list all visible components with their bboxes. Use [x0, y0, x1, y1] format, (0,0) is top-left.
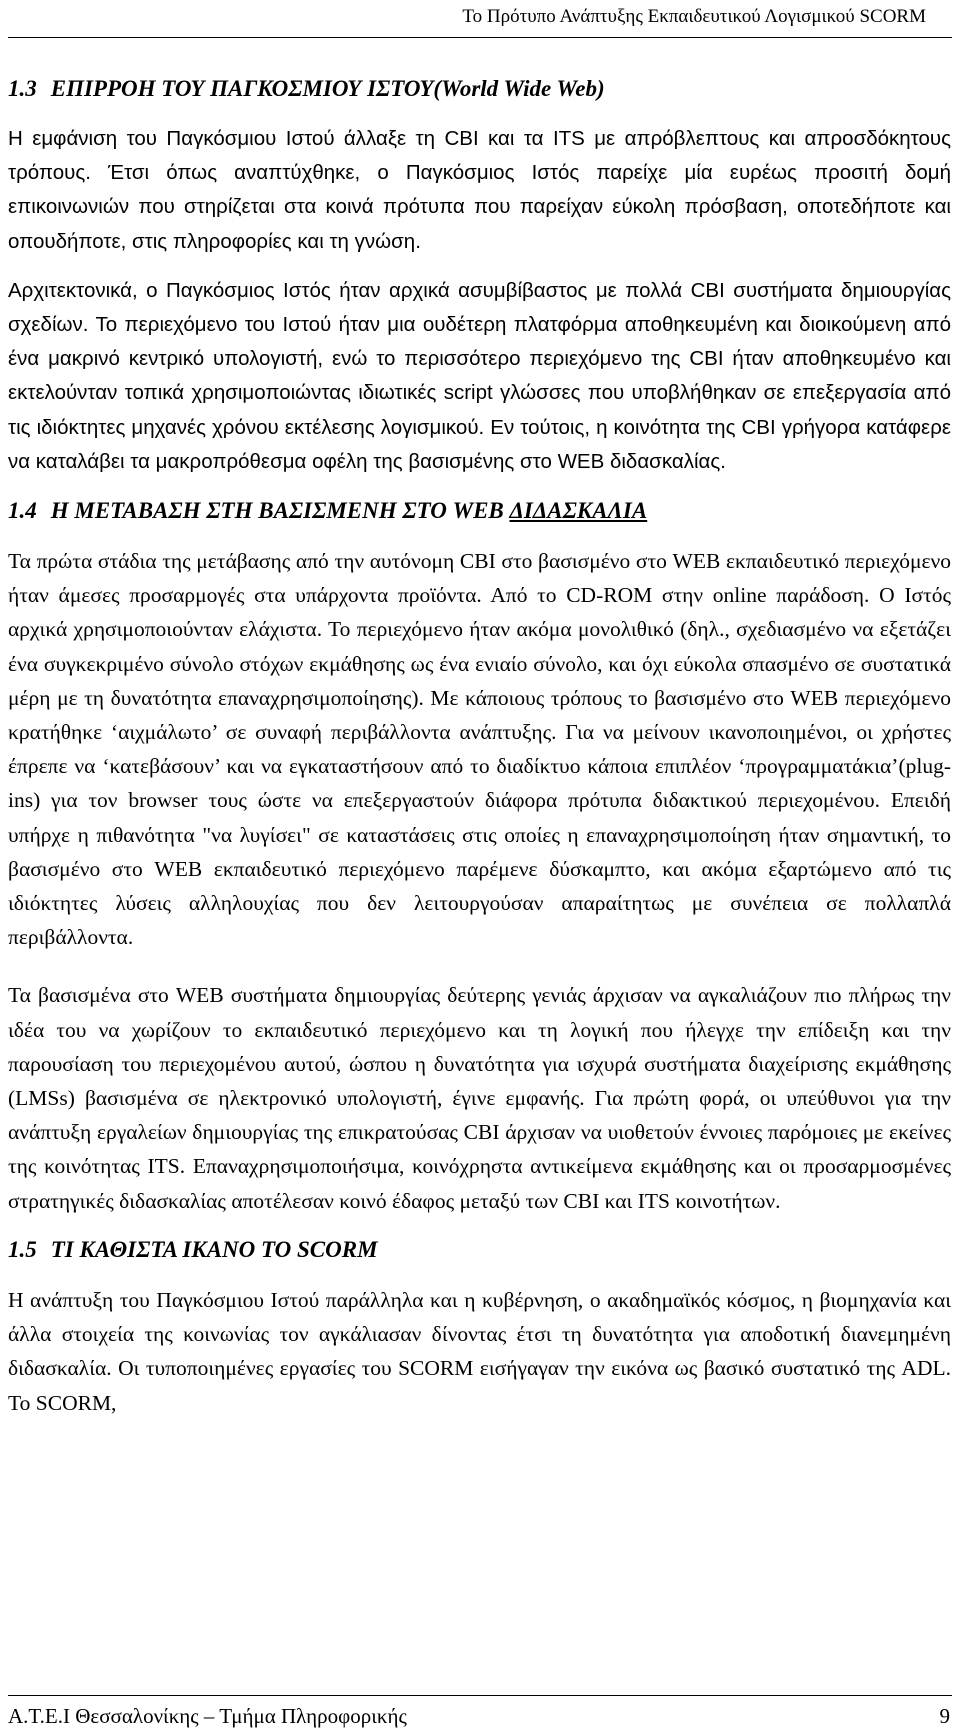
section-title-plain: Η ΜΕΤΑΒΑΣΗ ΣΤΗ ΒΑΣΙΣΜΕΝΗ ΣΤΟ WEB [50, 498, 510, 524]
document-body [8, 72, 951, 1435]
paragraph: Η ανάπτυξη του Παγκόσμιου Ιστού παράλληλα και η κυβέρνηση, ο ακαδημαϊκός κόσμος, η βιομηχανία και άλλα στοιχεία της κοινωνίας τον αγκάλιασαν δίνοντας έτσι τη δυνατότητα για αποδοτική διανεμημένη διδασκαλία. Οι τυποποιημένες εργασίες του SCORM εισήγαγαν την εικόνα ως βασικό συστατικό της ADL. Το SCORM, [8, 1287, 951, 1415]
section-number: 1.3 [8, 76, 37, 101]
running-header: Το Πρότυπο Ανάπτυξης Εκπαιδευτικού Λογισμικού SCORM [462, 6, 926, 27]
header-rule [8, 37, 952, 38]
sentence: Αρχιτεκτονικά, ο Παγκόσμιος Ιστός ήταν αρχικά ασυμβίβαστος με πολλά CBI συστήματα δημιουργίας σχεδίων. [8, 278, 951, 337]
section-title-underlined: ΔΙΔΑΣΚΑΛΙΑ [509, 498, 648, 524]
footer-rule [8, 1695, 952, 1696]
section-heading-1-4 [8, 494, 951, 528]
section-heading-1-3 [8, 72, 951, 106]
footer-institution: Α.Τ.Ε.Ι Θεσσαλονίκης – Τμήμα Πληροφορικής [8, 1704, 407, 1728]
sentence: Εν τούτοις, η κοινότητα της CBI γρήγορα κατάφερε να καταλάβει τα μακροπρόθεσμα οφέλη της βασισμένης στο WEB διδασκαλίας. [8, 415, 951, 473]
section-number: 1.4 [8, 498, 37, 524]
paragraph: Η εμφάνιση του Παγκόσμιου Ιστού άλλαξε τη CBI και τα ITS με απρόβλεπτους και απροσδόκητους τρόπους. Έτσι όπως αναπτύχθηκε, ο Παγκόσμιος Ιστός παρείχε μία ευρέως προσιτή δομή επικοινωνιών που στηρίζεται στα κοινά πρότυπα που παρείχαν εύκολη πρόσβαση, οποτεδήποτε και οπουδήποτε, στις πληροφορίες και τη γνώση. [8, 127, 951, 253]
section-title: ΕΠΙΡΡΟΗ ΤΟΥ ΠΑΓΚΟΣΜΙΟΥ ΙΣΤΟΥ(World Wide Web) [50, 76, 605, 101]
page-number: 9 [939, 1704, 950, 1728]
section-title: ΤΙ ΚΑΘΙΣΤΑ ΙΚΑΝΟ ΤΟ SCORM [50, 1236, 378, 1262]
paragraph: Τα πρώτα στάδια της μετάβασης από την αυτόνομη CBI στο βασισμένο στο WEB εκπαιδευτικό περιεχόμενο ήταν άμεσες προσαρμογές στα υπάρχοντα προϊόντα. Από το CD-ROM στην online παράδοση. Ο Ιστός αρχικά χρησιμοποιούνταν ελάχιστα. Το περιεχόμενο ήταν ακόμα μονολιθικό (δηλ., σχεδιασμένο να εξετάζει ένα συγκεκριμένο σύνολο στόχων εκμάθησης ως ένα ενιαίο σύνολο, και όχι εύκολα σπασμένο σε συστατικά μέρη με τη δυνατότητα επαναχρησιμοποίησης). Με κάποιους τρόπους το βασισμένο στο WEB περιεχόμενο κρατήθηκε ‘αιχμάλωτο’ σε συναφή περιβάλλοντα ανάπτυξης. Για να μείνουν ικανοποιημένοι, οι χρήστες έπρεπε να ‘κατεβάσουν’ και να εγκαταστήσουν από το διαδίκτυο κάποια επιπλέον ‘προγραμματάκια’(plug-ins) για τον browser τους ώστε να επεξεργαστούν διάφορα πρότυπα διδακτικού περιεχομένου. Επειδή υπήρχε η πιθανότητα "να λυγίσει" σε καταστάσεις στις οποίες η επαναχρησιμοποίηση ήταν σημαντική, το βασισμένο στο WEB εκπαιδευτικό περιεχόμενο παρέμενε δύσκαμπτο, και ακόμα εξαρτώμενο από τις ιδιόκτητες λύσεις αλληλουχίας που δεν λειτουργούσαν απαραίτητως με συνέπεια σε πολλαπλά περιβάλλοντα. [8, 549, 951, 950]
section-number: 1.5 [8, 1236, 37, 1262]
section-heading-1-5 [8, 1233, 951, 1267]
paragraph [8, 274, 951, 479]
sentence: Το περιεχόμενο του Ιστού ήταν μια ουδέτερη πλατφόρμα αποθηκευμένη και διοικούμενη από ένα μακρινό κεντρικό υπολογιστή, ενώ το περισσότερο περιεχόμενο της CBI ήταν αποθηκευμένο και εκτελούνταν τοπικά χρησιμοποιώντας ιδιωτικές script γλώσσες που υποβλήθηκαν σε επεξεργασία από τις ιδιόκτητες μηχανές χρόνου εκτέλεσης λογισμικού. [8, 313, 951, 439]
paragraph: Τα βασισμένα στο WEB συστήματα δημιουργίας δεύτερης γενιάς άρχισαν να αγκαλιάζουν πιο πλήρως την ιδέα του να χωρίζουν το εκπαιδευτικό περιεχόμενο και τη λογική που ήλεγχε την επίδειξη και την παρουσίαση του περιεχομένου αυτού, ώσπου η δυνατότητα για ισχυρά συστήματα διαχείρισης εκμάθησης (LMSs) βασισμένα σε ηλεκτρονικό υπολογιστή, έγινε εμφανής. Για πρώτη φορά, οι υπεύθυνοι για την ανάπτυξη εργαλείων δημιουργίας της επικρατούσας CBI άρχισαν να υιοθετούν έννοιες παρόμοιες με εκείνες της κοινότητας ITS. Επαναχρησιμοποιήσιμα, κοινόχρηστα αντικείμενα εκμάθησης και οι προσαρμοσμένες στρατηγικές διδασκαλίας αποτέλεσαν κοινό έδαφος μεταξύ των CBI και ITS κοινοτήτων. [8, 983, 951, 1213]
